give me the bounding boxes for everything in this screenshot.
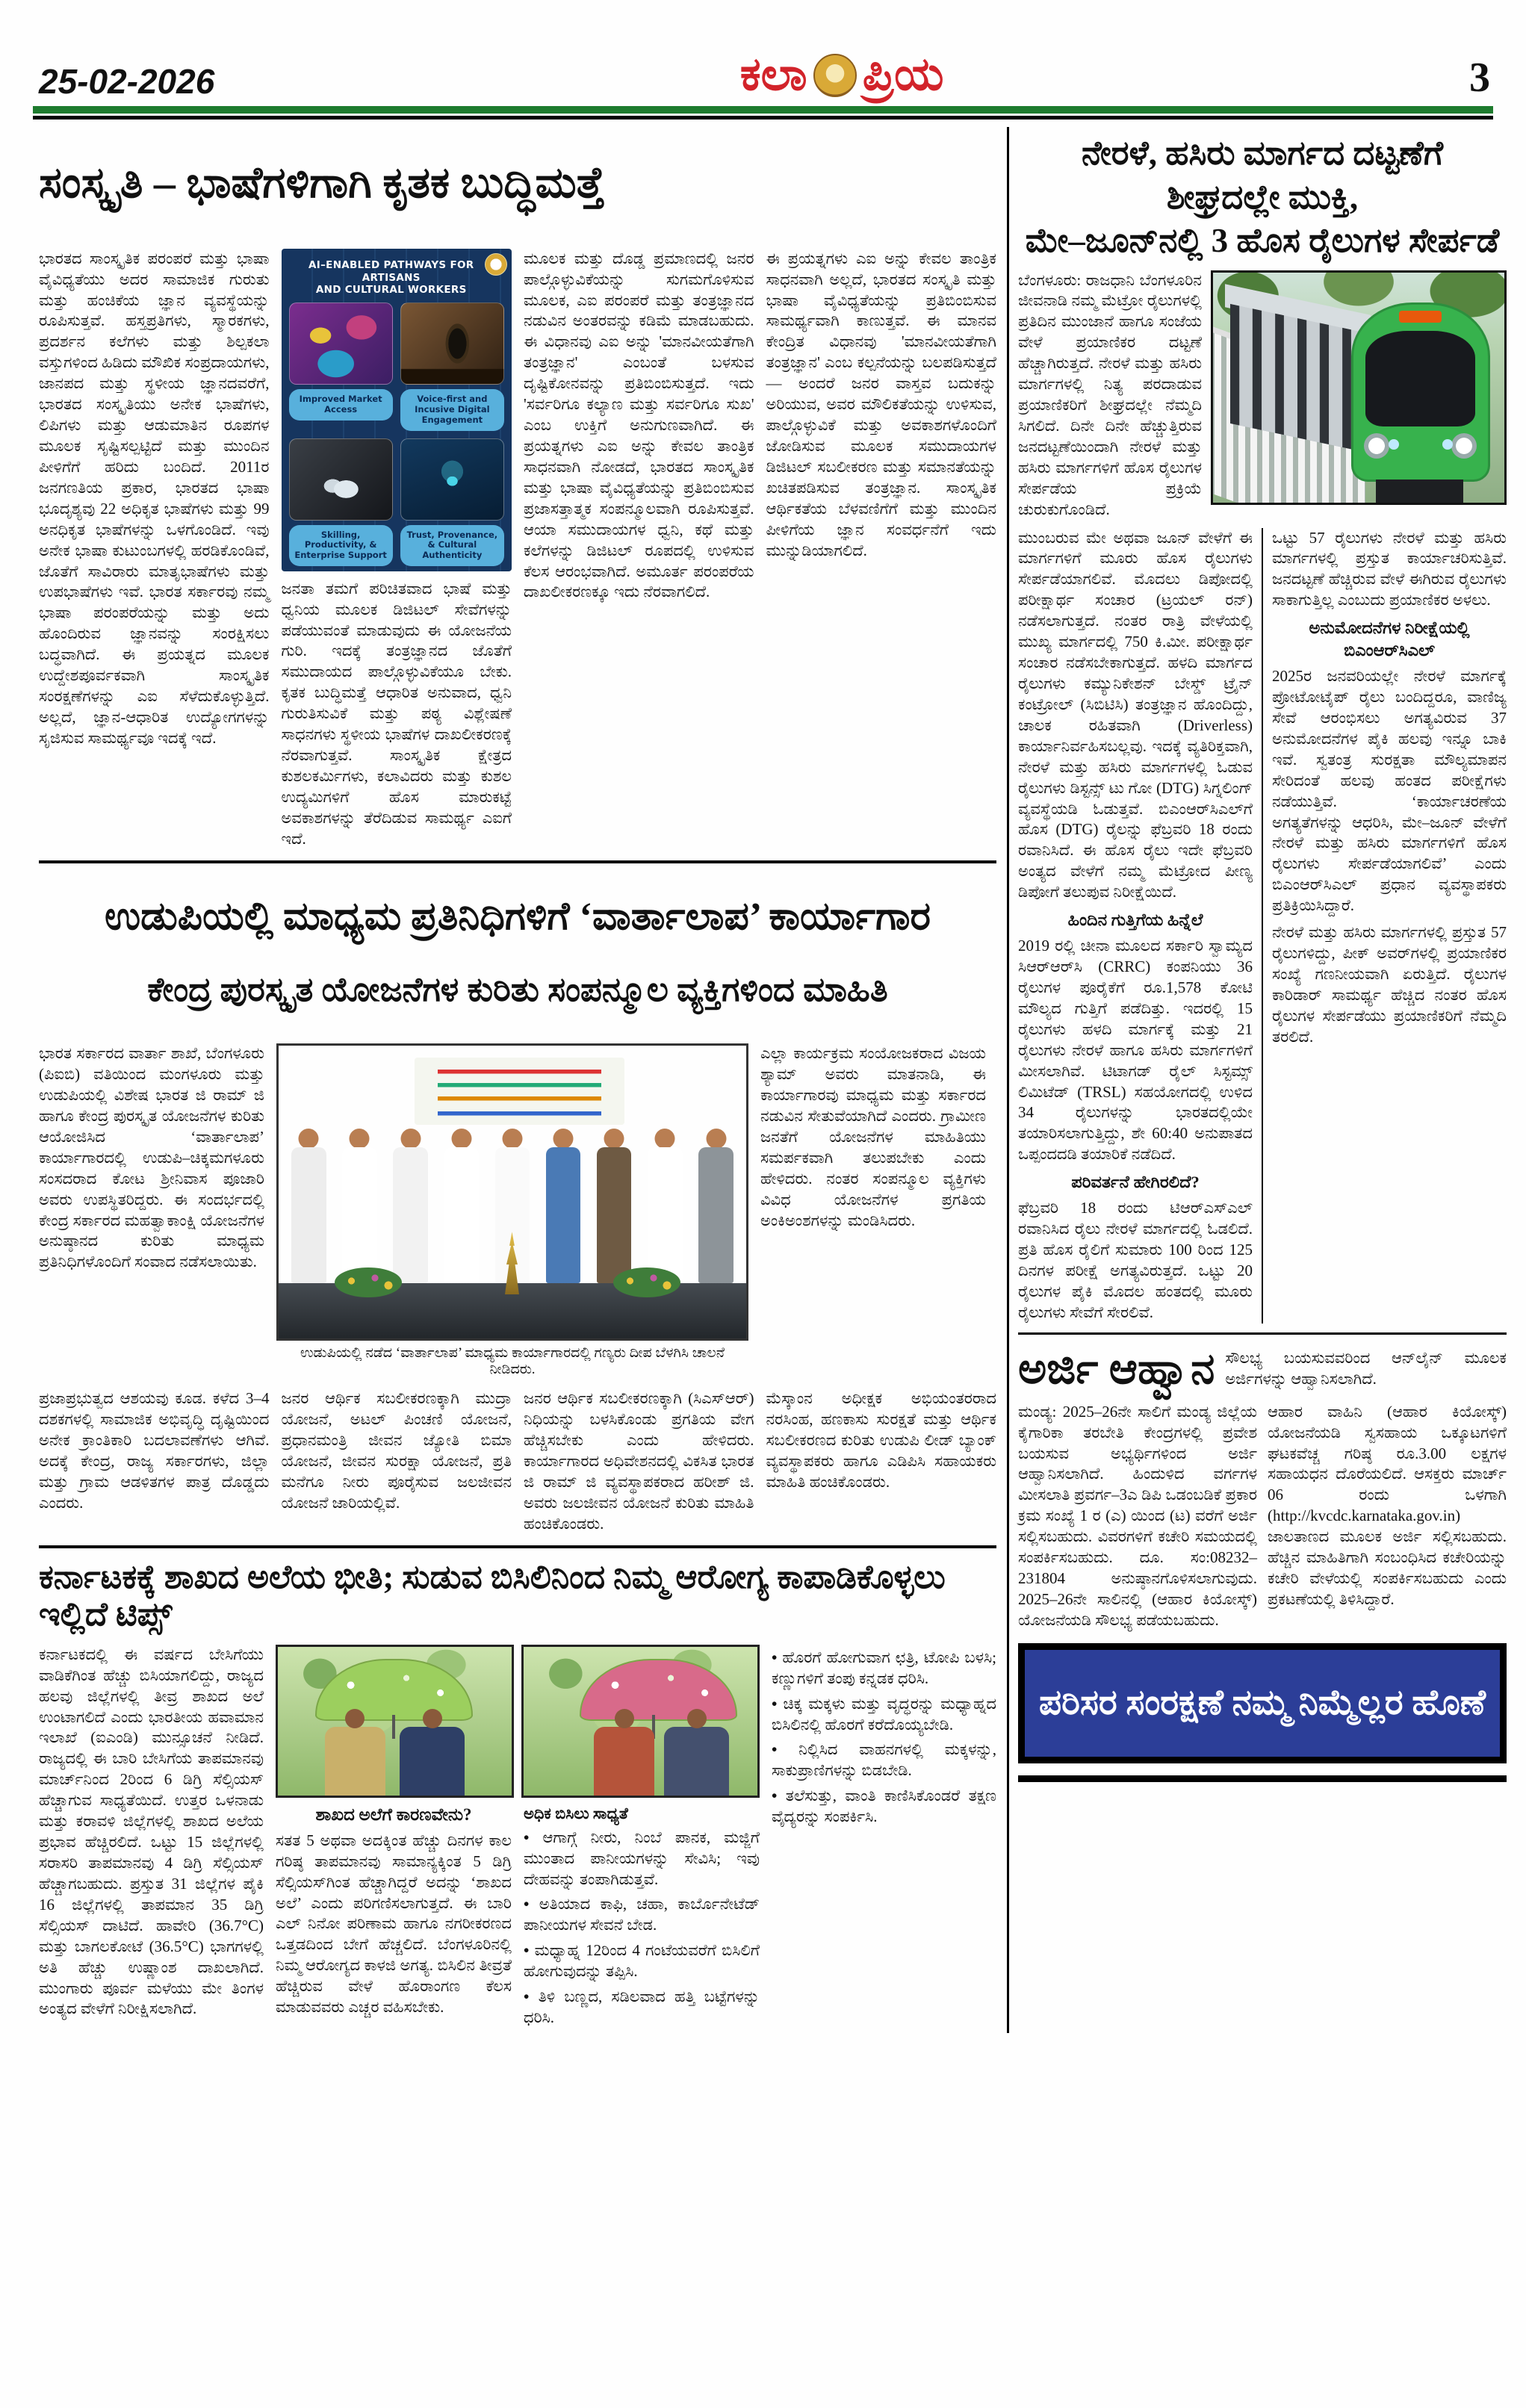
application-col-1: ಮಂಡ್ಯ: 2025–26ನೇ ಸಾಲಿಗೆ ಮಂಡ್ಯ ಜಿಲ್ಲೆಯ ಕೈಗಾರಿಕಾ ತರಬೇತಿ ಕೇಂದ್ರಗಳಲ್ಲಿ ಪ್ರವೇಶ ಬಯಸುವ ಅಭ್ಯರ್ಥಿಗಳಿಂದ ಅರ್ಜಿ ಆಹ್ವಾನಿಸಲಾಗಿದೆ. ಹಿಂದುಳಿದ ವರ್ಗಗಳ ಮೀಸಲಾತಿ ಪ್ರವರ್ಗ–3ಎ ಡಿಪಿ ಒಡಂಬಡಿಕೆ ಪ್ರಕಾರ ಕ್ರಮ ಸಂಖ್ಯೆ 1 ರ (ಎ) ಯಿಂದ (ಟ) ವರೆಗೆ ಅರ್ಜಿ ಸಲ್ಲಿಸಬಹುದು. ವಿವರಗಳಿಗೆ ಕಚೇರಿ ಸಮಯದಲ್ಲಿ ಸಂಪರ್ಕಿಸಬಹುದು. ದೂ. ಸಂ:08232–231804 ಅನುಷ್ಠಾನಗೊಳಿಸಲಾಗುವುದು. 2025–26ನೇ ಸಾಲಿನಲ್ಲಿ (ಆಹಾರ ಕಿಯೋಸ್ಕ್) ಯೋಜನೆಯಡಿ ಸೌಲಭ್ಯ ಪಡೆಯಬಹುದು. <box>1018 1402 1257 1629</box>
infographic-panel-skilling <box>289 438 393 566</box>
metro-colB-p1: ಒಟ್ಟು 57 ರೈಲುಗಳು ನೇರಳೆ ಮತ್ತು ಹಸಿರು ಮಾರ್ಗಗಳಲ್ಲಿ ಪ್ರಸ್ತುತ ಕಾರ್ಯಾಚರಿಸುತ್ತಿವೆ. ಜನದಟ್ಟಣೆ ಹೆಚ್ಚಿರುವ ವೇಳೆ ಈಗಿರುವ ರೈಲುಗಳು ಸಾಕಾಗುತ್ತಿಲ್ಲ ಎಂಬುದು ಪ್ರಯಾಣಿಕರ ಅಳಲು. <box>1272 528 1507 609</box>
infographic-panel-label: Voice-first and Incusive Digital Engagement <box>400 389 504 430</box>
pedestrian-figure <box>594 1727 654 1796</box>
infographic-panel-label: Skilling, Productivity, & Enterprise Support <box>289 525 393 566</box>
masthead <box>740 49 944 102</box>
metro-headline-line2: ಮೇ–ಜೂನ್‌ನಲ್ಲಿ 3 ಹೊಸ ರೈಲುಗಳ ಸೇರ್ಪಡೆ <box>1025 222 1500 259</box>
pedestrian-figure <box>400 1727 465 1796</box>
umbrella-photo-1 <box>276 1645 514 1798</box>
skilling-cloud-image <box>289 438 393 521</box>
article-ai-col-4: ಈ ಪ್ರಯತ್ನಗಳು ಎಐ ಅನ್ನು ಕೇವಲ ತಾಂತ್ರಿಕ ಸಾಧನವಾಗಿ ಅಲ್ಲದೆ, ಭಾರತದ ಸಂಸ್ಕೃತಿ ಮತ್ತು ಭಾಷಾ ವೈವಿಧ್ಯತೆಯನ್ನು ಪ್ರತಿಬಿಂಬಿಸುವ ಸಾಮರ್ಥ್ಯವಾಗಿ ಕಾಣುತ್ತವೆ. ಈ ಮಾನವ ಕೇಂದ್ರಿತ ವಿಧಾನವು 'ಮಾನವೀಯತೆಗಾಗಿ ತಂತ್ರಜ್ಞಾನ' ಎಂಬ ಕಲ್ಪನೆಯನ್ನು ಬಲಪಡಿಸುತ್ತದೆ — ಅಂದರೆ ಜನರ ವಾಸ್ತವ ಬದುಕನ್ನು ಅರಿಯುವ, ಅವರ ಮೌಲಿಕತೆಯನ್ನು ಉಳಿಸುವ, ಪಾಲ್ಗೊಳ್ಳುವಿಕೆ ಮತ್ತು ಅವಕಾಶಗಳೊಂದಿಗೆ ಜೋಡಿಸುವ ಮೂಲಕ ಸಮುದಾಯಗಳ ಡಿಜಿಟಲ್ ಸಬಲೀಕರಣ ಮತ್ತು ಸಮಾನತೆಯನ್ನು ಖಚಿತಪಡಿಸುವ ತಂತ್ರಜ್ಞಾನ. ಸಾಂಸ್ಕೃತಿಕ ಆರ್ಥಿಕತೆಯ ಬೆಳವಣಿಗೆಗೆ ಮತ್ತು ಮುಂದಿನ ಪೀಳಿಗೆಯ ಜ್ಞಾನ ಸಂವರ್ಧನೆಗೆ ಇದು ಮುನ್ನುಡಿಯಾಗಲಿದೆ. <box>766 249 996 559</box>
heat-tip: • ಆಗಾಗ್ಗೆ ನೀರು, ನಿಂಬೆ ಪಾನಕ, ಮಜ್ಜಿಗೆ ಮುಂತಾದ ಪಾನೀಯಗಳನ್ನು ಸೇವಿಸಿ; ಇವು ದೇಹವನ್ನು ತಂಪಾಗಿಡುತ್ತವೆ. <box>524 1828 760 1890</box>
column-divider <box>1007 127 1009 2033</box>
heatwave-col-1: ಕರ್ನಾಟಕದಲ್ಲಿ ಈ ವರ್ಷದ ಬೇಸಿಗೆಯು ವಾಡಿಕೆಗಿಂತ ಹೆಚ್ಚು ಬಿಸಿಯಾಗಲಿದ್ದು, ರಾಜ್ಯದ ಹಲವು ಜಿಲ್ಲೆಗಳಲ್ಲಿ ತೀವ್ರ ಶಾಖದ ಅಲೆ ಉಂಟಾಗಲಿದೆ ಎಂದು ಭಾರತೀಯ ಹವಾಮಾನ ಇಲಾಖೆ (ಐಎಂಡಿ) ಮುನ್ಸೂಚನೆ ನೀಡಿದೆ. ರಾಜ್ಯದಲ್ಲಿ ಈ ಬಾರಿ ಬೇಸಿಗೆಯ ತಾಪಮಾನವು ಮಾರ್ಚ್‌ನಿಂದ 2ರಿಂದ 6 ಡಿಗ್ರಿ ಸೆಲ್ಸಿಯಸ್ ಹೆಚ್ಚಾಗುವ ಸಾಧ್ಯತೆಯಿದೆ. ಉತ್ತರ ಒಳನಾಡು ಮತ್ತು ಕರಾವಳಿ ಜಿಲ್ಲೆಗಳಲ್ಲಿ ಶಾಖದ ಅಲೆಯ ಪ್ರಭಾವ ಹೆಚ್ಚಿರಲಿದೆ. ಒಟ್ಟು 15 ಜಿಲ್ಲೆಗಳಲ್ಲಿ ಸರಾಸರಿ ತಾಪಮಾನವು 4 ಡಿಗ್ರಿ ಸೆಲ್ಸಿಯಸ್ ಹೆಚ್ಚಾಗಬಹುದು. ಪ್ರಸ್ತುತ 31 ಜಿಲ್ಲೆಗಳ ಪೈಕಿ 16 ಜಿಲ್ಲೆಗಳಲ್ಲಿ ತಾಪಮಾನ 35 ಡಿಗ್ರಿ ಸೆಲ್ಸಿಯಸ್ ದಾಟಿದೆ. ಹಾವೇರಿ (36.7°C) ಮತ್ತು ಬಾಗಲಕೋಟೆ (36.5°C) ಭಾಗಗಳಲ್ಲಿ ಅತಿ ಹೆಚ್ಚು ಉಷ್ಣಾಂಶ ದಾಖಲಾಗಿದೆ. ಮುಂಗಾರು ಪೂರ್ವ ಮಳೆಯು ಮೇ ತಿಂಗಳ ಅಂತ್ಯದ ವೇಳೆಗೆ ನಿರೀಕ್ಷಿಸಲಾಗಿದೆ. <box>39 1645 264 2018</box>
heatwave-col-2: ಸತತ 5 ಅಥವಾ ಅದಕ್ಕಿಂತ ಹೆಚ್ಚು ದಿನಗಳ ಕಾಲ ಗರಿಷ್ಠ ತಾಪಮಾನವು ಸಾಮಾನ್ಯಕ್ಕಿಂತ 5 ಡಿಗ್ರಿ ಸೆಲ್ಸಿಯಸ್‌ಗಿಂತ ಹೆಚ್ಚಾಗಿದ್ದರೆ ಅದನ್ನು ‘ಶಾಖದ ಅಲೆ’ ಎಂದು ಪರಿಗಣಿಸಲಾಗುತ್ತದೆ. ಈ ಬಾರಿ ಎಲ್ ನಿನೋ ಪರಿಣಾಮ ಹಾಗೂ ನಗರೀಕರಣದ ಒತ್ತಡದಿಂದ ಬೇಗೆ ಹೆಚ್ಚಲಿದೆ. ಬೆಂಗಳೂರಿನಲ್ಲಿ ನಿಮ್ಮ ಆರೋಗ್ಯದ ಕಾಳಜಿ ಅಗತ್ಯ. ಬಿಸಿಲಿನ ತೀವ್ರತೆ ಹೆಚ್ಚಿರುವ ವೇಳೆ ಹೊರಾಂಗಣ ಕೆಲಸ ಮಾಡುವವರು ಎಚ್ಚರ ವಹಿಸಬೇಕು. <box>276 1831 512 2017</box>
infographic-logo-icon <box>485 253 507 276</box>
workshop-subheadline: ಕೇಂದ್ರ ಪುರಸ್ಕೃತ ಯೋಜನೆಗಳ ಕುರಿತು ಸಂಪನ್ಮೂಲ ವ್ಯಕ್ತಿಗಳಿಂದ ಮಾಹಿತಿ <box>147 971 888 1009</box>
infographic-title-line1: AI–ENABLED PATHWAYS FOR ARTISANS <box>308 258 474 284</box>
infographic-panel-market <box>289 302 393 430</box>
trust-lock-image <box>400 438 504 521</box>
article-ai-col-1: ಭಾರತದ ಸಾಂಸ್ಕೃತಿಕ ಪರಂಪರೆ ಮತ್ತು ಭಾಷಾ ವೈವಿಧ್ಯತೆಯು ಅದರ ಸಾಮಾಜಿಕ ಗುರುತು ಮತ್ತು ಹಂಚಿಕೆಯ ಜ್ಞಾನ ವ್ಯವಸ್ಥೆಯನ್ನು ರೂಪಿಸುತ್ತವೆ. ಹಸ್ತಪ್ರತಿಗಳು, ಸ್ಮಾರಕಗಳು, ಪ್ರದರ್ಶನ ಕಲೆಗಳು ಮತ್ತು ಶಿಲ್ಪಕಲಾ ವಸ್ತುಗಳಿಂದ ಹಿಡಿದು ಮೌಖಿಕ ಸಂಪ್ರದಾಯಗಳು, ಜಾನಪದ ಮತ್ತು ಸ್ಥಳೀಯ ಜ್ಞಾನದವರೆಗೆ, ಭಾರತದ ಸಂಸ್ಕೃತಿಯು ಅನೇಕ ಭಾಷೆಗಳು, ಲಿಪಿಗಳು ಮತ್ತು ಆಡುಮಾತಿನ ರೂಪಗಳ ಮೂಲಕ ಸೃಷ್ಟಿಸಲ್ಪಟ್ಟಿದೆ ಮತ್ತು ಮುಂದಿನ ಪೀಳಿಗೆಗೆ ಹರಿದು ಬಂದಿದೆ. 2011ರ ಜನಗಣತಿಯ ಪ್ರಕಾರ, ಭಾರತದ ಭಾಷಾ ಭೂದೃಶ್ಯವು 22 ಅಧಿಕೃತ ಭಾಷೆಗಳು ಮತ್ತು 99 ಅನಧಿಕೃತ ಭಾಷೆಗಳನ್ನು ಒಳಗೊಂಡಿದೆ. ಇವು ಅನೇಕ ಭಾಷಾ ಕುಟುಂಬಗಳಲ್ಲಿ ಹರಡಿಕೊಂಡಿವೆ, ಜೊತೆಗೆ ಸಾವಿರಾರು ಮಾತೃಭಾಷೆಗಳು ಮತ್ತು ಉಪಭಾಷೆಗಳು ಇವೆ. ಭಾರತ ಸರ್ಕಾರವು ನಮ್ಮ ಭಾಷಾ ಪರಂಪರೆಯನ್ನು ಮತ್ತು ಅದು ಹೊಂದಿರುವ ಜ್ಞಾನವನ್ನು ಸಂರಕ್ಷಿಸಲು ಬದ್ಧವಾಗಿದೆ. ಈ ಪ್ರಯತ್ನದ ಮೂಲಕ ಉದ್ದೇಶಪೂರ್ವಕವಾಗಿ ಸಾಂಸ್ಕೃತಿಕ ಸಂರಕ್ಷಣೆಗಳನ್ನು ಎಐ ಸೆಳೆದುಕೊಳ್ಳುತ್ತಿದೆ. ಅಲ್ಲದೆ, ಜ್ಞಾನ-ಆಧಾರಿತ ಉದ್ಯೋಗಗಳನ್ನು ಸೃಜಿಸುವ ಸಾಮರ್ಥ್ಯವೂ ಇದಕ್ಕೆ ಇದೆ. <box>39 249 270 747</box>
workshop-bottom-col-3: ಜನರ ಆರ್ಥಿಕ ಸಬಲೀಕರಣಕ್ಕಾಗಿ (ಸಿಎಸ್‌ಆರ್) ನಿಧಿಯನ್ನು ಬಳಸಿಕೊಂಡು ಪ್ರಗತಿಯ ವೇಗ ಹೆಚ್ಚಿಸಬೇಕು ಎಂದು ಹೇಳಿದರು. ಕಾರ್ಯಾಗಾರದ ಅಧಿವೇಶನದಲ್ಲಿ ವಿಕಸಿತ ಭಾರತ ಜಿ ರಾಮ್ ಜಿ ವ್ಯವಸ್ಥಾಪಕರಾದ ಹರೀಶ್ ಜಿ. ಅವರು ಜಲಜೀವನ ಯೋಜನೆ ಕುರಿತು ಮಾಹಿತಿ ಹಂಚಿಕೊಂಡರು. <box>524 1389 754 1533</box>
heatwave-headline: ಕರ್ನಾಟಕಕ್ಕೆ ಶಾಖದ ಅಲೆಯ ಭೀತಿ; ಸುಡುವ ಬಿಸಿಲಿನಿಂದ ನಿಮ್ಮ ಆರೋಗ್ಯ ಕಾಪಾಡಿಕೊಳ್ಳಲು ಇಲ್ಲಿದೆ ಟಿಪ್ಸ್ <box>39 1558 946 1633</box>
market-collage-image <box>289 302 393 385</box>
metro-colA-p2: 2019 ರಲ್ಲಿ ಚೀನಾ ಮೂಲದ ಸರ್ಕಾರಿ ಸ್ವಾಮ್ಯದ ಸಿಆರ್‌ಆರ್‌ಸಿ (CRRC) ಕಂಪನಿಯು 36 ರೈಲುಗಳ ಪೂರೈಕೆಗೆ ರೂ.1,578 ಕೋಟಿ ಮೌಲ್ಯದ ಗುತ್ತಿಗೆ ಪಡೆದಿತ್ತು. ಇದರಲ್ಲಿ 15 ರೈಲುಗಳು ಹಳದಿ ಮಾರ್ಗಕ್ಕೆ ಮತ್ತು 21 ರೈಲುಗಳು ನೇರಳೆ ಹಾಗೂ ಹಸಿರು ಮಾರ್ಗಗಳಿಗೆ ಮೀಸಲಾಗಿವೆ. ಟಿಟಾಗಡ್ ರೈಲ್ ಸಿಸ್ಟಮ್ಸ್ ಲಿಮಿಟೆಡ್ (TRSL) ಸಹಯೋಗದಲ್ಲಿ ಉಳಿದ 34 ರೈಲುಗಳನ್ನು ಭಾರತದಲ್ಲಿಯೇ ತಯಾರಿಸಲಾಗುತ್ತಿದ್ದು, ಶೇ 60:40 ಅನುಪಾತದ ಒಪ್ಪಂದದಡಿ ತಯಾರಿಕೆ ನಡೆದಿದೆ. <box>1018 937 1253 1164</box>
workshop-headline: ಉಡುಪಿಯಲ್ಲಿ ಮಾಧ್ಯಮ ಪ್ರತಿನಿಧಿಗಳಿಗೆ ‘ವಾರ್ತಾಲಾಪ’ ಕಾರ್ಯಾಗಾರ <box>104 895 931 938</box>
headlight <box>1451 433 1477 459</box>
metro-subhead-approvals: ಅನುಮೋದನೆಗಳ ನಿರೀಕ್ಷೆಯಲ್ಲಿ ಬಿಎಂಆರ್‌ಸಿಎಲ್ <box>1309 618 1470 660</box>
issue-date: 25-02-2026 <box>39 62 215 101</box>
section-divider <box>1018 1332 1507 1335</box>
workshop-bottom-col-1: ಪ್ರಜಾಪ್ರಭುತ್ವದ ಆಶಯವು ಕೂಡ. ಕಳೆದ 3–4 ದಶಕಗಳಲ್ಲಿ ಸಾಮಾಜಿಕ ಅಭಿವೃದ್ಧಿ ದೃಷ್ಟಿಯಿಂದ ಅನೇಕ ಕ್ರಾಂತಿಕಾರಿ ಬದಲಾವಣೆಗಳು ಆಗಿವೆ. ಅದಕ್ಕೆ ಕೇಂದ್ರ, ರಾಜ್ಯ ಸರ್ಕಾರಗಳು, ಜಿಲ್ಲಾ ಮತ್ತು ಗ್ರಾಮ ಆಡಳಿತಗಳ ಪಾತ್ರ ದೊಡ್ಡದು ಎಂದರು. <box>39 1389 270 1512</box>
application-headline: ಅರ್ಜಿ ಆಹ್ವಾನ <box>1018 1344 1215 1393</box>
workshop-right-col: ಎಲ್ಲಾ ಕಾರ್ಯಕ್ರಮ ಸಂಯೋಜಕರಾದ ವಿಜಯ ಶ್ಯಾಮ್ ಅವರು ಮಾತನಾಡಿ, ಈ ಕಾರ್ಯಾಗಾರವು ಮಾಧ್ಯಮ ಮತ್ತು ಸರ್ಕಾರದ ನಡುವಿನ ಸೇತುವೆಯಾಗಿದೆ ಎಂದರು. ಗ್ರಾಮೀಣ ಜನತೆಗೆ ಯೋಜನೆಗಳ ಮಾಹಿತಿಯು ಸಮರ್ಪಕವಾಗಿ ತಲುಪಬೇಕು ಎಂದು ಹೇಳಿದರು. ನಂತರ ಸಂಪನ್ಮೂಲ ವ್ಯಕ್ತಿಗಳು ವಿವಿಧ ಯೋಜನೆಗಳ ಪ್ರಗತಿಯ ಅಂಕಿಅಂಶಗಳನ್ನು ಮಂಡಿಸಿದರು. <box>760 1044 986 1229</box>
masthead-word-1: ಕಲಾ <box>739 49 807 100</box>
page-header <box>0 0 1526 106</box>
heat-tip: • ನಿಲ್ಲಿಸಿದ ವಾಹನಗಳಲ್ಲಿ ಮಕ್ಕಳನ್ನು, ಸಾಕುಪ್ರಾಣಿಗಳನ್ನು ಬಿಡಬೇಡಿ. <box>772 1740 996 1781</box>
workshop-bottom-col-2: ಜನರ ಆರ್ಥಿಕ ಸಬಲೀಕರಣಕ್ಕಾಗಿ ಮುದ್ರಾ ಯೋಜನೆ, ಅಟಲ್ ಪಿಂಚಣಿ ಯೋಜನೆ, ಪ್ರಧಾನಮಂತ್ರಿ ಜೀವನ ಜ್ಯೋತಿ ಬಿಮಾ ಯೋಜನೆ, ಜೀವನ ಸುರಕ್ಷಾ ಯೋಜನೆ, ಪ್ರತಿ ಮನೆಗೂ ನೀರು ಪೂರೈಸುವ ಜಲಜೀವನ ಯೋಜನೆ ಜಾರಿಯಲ್ಲಿವೆ. <box>281 1389 512 1512</box>
heatwave-col3-lead: ಅಧಿಕ ಬಿಸಿಲು ಸಾಧ್ಯತೆ <box>524 1804 628 1822</box>
masthead-emblem-icon <box>813 54 857 97</box>
windshield <box>1365 331 1475 427</box>
heat-tip: • ಹೊರಗೆ ಹೋಗುವಾಗ ಛತ್ರಿ, ಟೋಪಿ ಬಳಸಿ; ಕಣ್ಣುಗಳಿಗೆ ತಂಪು ಕನ್ನಡಕ ಧರಿಸಿ. <box>772 1648 996 1689</box>
heat-tips-list-1 <box>524 1828 760 2029</box>
ai-infographic-photo <box>282 249 512 571</box>
article-heatwave <box>39 1559 996 2033</box>
heat-tip: • ಮಧ್ಯಾಹ್ನ 12ರಿಂದ 4 ಗಂಟೆಯವರೆಗೆ ಬಿಸಿಲಿಗೆ ಹೋಗುವುದನ್ನು ತಪ್ಪಿಸಿ. <box>524 1940 760 1982</box>
metro-subhead-transition: ಪರಿವರ್ತನೆ ಹೇಗಿರಲಿದೆ? <box>1071 1173 1200 1192</box>
infographic-panel-label: Improved Market Access <box>289 389 393 421</box>
pedestrian-figure <box>325 1727 385 1796</box>
metro-colA-p1: ಮುಂಬರುವ ಮೇ ಅಥವಾ ಜೂನ್ ವೇಳೆಗೆ ಈ ಮಾರ್ಗಗಳಿಗೆ ಮೂರು ಹೊಸ ರೈಲುಗಳು ಸೇರ್ಪಡೆಯಾಗಲಿವೆ. ಮೊದಲು ಡಿಪೋದಲ್ಲಿ ಪರೀಕ್ಷಾರ್ಥ ಸಂಚಾರ (ಟ್ರಯಲ್ ರನ್) ನಡೆಸಲಾಗುತ್ತದೆ. ನಂತರ ರಾತ್ರಿ ವೇಳೆಯಲ್ಲಿ ಮುಖ್ಯ ಮಾರ್ಗದಲ್ಲಿ 750 ಕಿ.ಮೀ. ಪರೀಕ್ಷಾರ್ಥ ಸಂಚಾರ ನಡೆಸಬೇಕಾಗುತ್ತದೆ. ಹಳದಿ ಮಾರ್ಗದ ರೈಲುಗಳು ಕಮ್ಯುನಿಕೇಶನ್ ಬೇಸ್ಡ್ ಟ್ರೈನ್ ಕಂಟ್ರೋಲ್ (ಸಿಬಿಟಿಸಿ) ತಂತ್ರಜ್ಞಾನ ಹೊಂದಿದ್ದು, ಚಾಲಕ ರಹಿತವಾಗಿ (Driverless) ಕಾರ್ಯಾನಿರ್ವಹಿಸಬಲ್ಲವು. ಇದಕ್ಕೆ ವ್ಯತಿರಿಕ್ತವಾಗಿ, ನೇರಳೆ ಮತ್ತು ಹಸಿರು ಮಾರ್ಗಗಳಲ್ಲಿ ಓಡುವ ರೈಲುಗಳು ಡಿಸ್ಟನ್ಸ್ ಟು ಗೋ (DTG) ಸಿಗ್ನಲಿಂಗ್ ವ್ಯವಸ್ಥೆಯಡಿ ಓಡುತ್ತವೆ. ಬಿಎಂಆರ್‌ಸಿಎಲ್‌ಗೆ ಹೊಸ (DTG) ರೈಲನ್ನು ಫೆಬ್ರವರಿ 18 ರಂದು ರವಾನಿಸಿದೆ. ಈ ಹೊಸ ರೈಲು ಇದೇ ಫೆಬ್ರವರಿ ಅಂತ್ಯದ ವೇಳೆಗೆ ನಮ್ಮ ಮೆಟ್ರೋದ ಪೀಣ್ಯ ಡಿಪೋಗೆ ತಲುಪುವ ನಿರೀಕ್ಷೆಯಿದೆ. <box>1018 528 1253 902</box>
metro-train-photo <box>1211 270 1507 505</box>
metro-headline-line1: ನೇರಳೆ, ಹಸಿರು ಮಾರ್ಗದ ದಟ್ಟಣೆಗೆ ಶೀಘ್ರದಲ್ಲೇ ಮುಕ್ತಿ, <box>1081 134 1444 216</box>
header-rule <box>33 106 1493 120</box>
infographic-panel-trust <box>400 438 504 566</box>
pedestrian-figure <box>664 1727 730 1796</box>
article-workshop <box>39 896 996 1535</box>
workshop-group-photo <box>276 1043 748 1341</box>
heat-tip: • ತಿಳಿ ಬಣ್ಣದ, ಸಡಿಲವಾದ ಹತ್ತಿ ಬಟ್ಟೆಗಳನ್ನು ಧರಿಸಿ. <box>524 1987 760 2029</box>
article-ai-headline: ಸಂಸ್ಕೃತಿ – ಭಾಷೆಗಳಿಗಾಗಿ ಕೃತಕ ಬುದ್ಧಿಮತ್ತೆ <box>39 158 605 207</box>
metro-intro: ಬೆಂಗಳೂರು: ರಾಜಧಾನಿ ಬೆಂಗಳೂರಿನ ಜೀವನಾಡಿ ನಮ್ಮ ಮೆಟ್ರೋ ರೈಲುಗಳಲ್ಲಿ ಪ್ರತಿದಿನ ಮುಂಜಾನೆ ಹಾಗೂ ಸಂಜೆಯ ವೇಳೆ ಪ್ರಯಾಣಿಕರ ದಟ್ಟಣೆ ಹೆಚ್ಚಾಗಿರುತ್ತದೆ. ನೇರಳೆ ಮತ್ತು ಹಸಿರು ಮಾರ್ಗಗಳಲ್ಲಿ ನಿತ್ಯ ಪರದಾಡುವ ಪ್ರಯಾಣಿಕರಿಗೆ ಶೀಘ್ರದಲ್ಲೇ ನೆಮ್ಮದಿ ಸಿಗಲಿದೆ. ದಿನೇ ದಿನೇ ಹೆಚ್ಚುತ್ತಿರುವ ಜನದಟ್ಟಣೆಯಿಂದಾಗಿ ನೇರಳೆ ಮತ್ತು ಹಸಿರು ಮಾರ್ಗಗಳಿಗೆ ಹೊಸ ರೈಲುಗಳ ಸೇರ್ಪಡೆಯ ಪ್ರಕ್ರಿಯೆ ಚುರುಕುಗೊಂಡಿದೆ. <box>1018 270 1202 518</box>
page-number: 3 <box>1469 55 1490 101</box>
section-divider <box>39 1545 996 1548</box>
umbrella-canopy <box>315 1659 473 1722</box>
metro-colB-p2: 2025ರ ಜನವರಿಯಲ್ಲೇ ನೇರಳೆ ಮಾರ್ಗಕ್ಕೆ ಪ್ರೋಟೋಟೈಪ್ ರೈಲು ಬಂದಿದ್ದರೂ, ವಾಣಿಜ್ಯ ಸೇವೆ ಆರಂಭಿಸಲು ಅಗತ್ಯವಿರುವ 37 ಅನುಮೋದನೆಗಳ ಪೈಕಿ ಹಲವು ಇನ್ನೂ ಬಾಕಿ ಇವೆ. ಸ್ವತಂತ್ರ ಸುರಕ್ಷತಾ ಮೌಲ್ಯಮಾಪನ ಸೇರಿದಂತೆ ಹಲವು ಹಂತದ ಪರೀಕ್ಷೆಗಳು ನಡೆಯುತ್ತಿವೆ. ‘ಕಾರ್ಯಾಚರಣೆಯ ಅಗತ್ಯತೆಗಳನ್ನು ಆಧರಿಸಿ, ಮೇ–ಜೂನ್ ವೇಳೆಗೆ ನೇರಳೆ ಮತ್ತು ಹಸಿರು ಮಾರ್ಗಗಳಿಗೆ ಹೊಸ ರೈಲುಗಳು ಸೇರ್ಪಡೆಯಾಗಲಿವೆ’ ಎಂದು ಬಿಎಂಆರ್‌ಸಿಎಲ್ ಪ್ರಧಾನ ವ್ಯವಸ್ಥಾಪಕರು ಪ್ರತಿಕ್ರಿಯಿಸಿದ್ದಾರೆ. <box>1272 667 1507 915</box>
headlight <box>1364 433 1389 459</box>
article-application <box>1018 1344 1507 1631</box>
heat-tips-list-2 <box>772 1648 996 1828</box>
infographic-panel-label: Trust, Provenance, & Cultural Authenticity <box>400 525 504 566</box>
workshop-left-col: ಭಾರತ ಸರ್ಕಾರದ ವಾರ್ತಾ ಶಾಖೆ, ಬೆಂಗಳೂರು (ಪಿಐಬಿ) ವತಿಯಿಂದ ಮಂಗಳೂರು ಮತ್ತು ಉಡುಪಿಯಲ್ಲಿ ವಿಶೇಷ ಭಾರತ ಜಿ ರಾಮ್ ಜಿ ಹಾಗೂ ಕೇಂದ್ರ ಪುರಸ್ಕೃತ ಯೋಜನೆಗಳ ಕುರಿತು ಆಯೋಜಿಸಿದ ‘ವಾರ್ತಾಲಾಪ’ ಕಾರ್ಯಾಗಾರದಲ್ಲಿ ಉಡುಪಿ–ಚಿಕ್ಕಮಗಳೂರು ಸಂಸದರಾದ ಕೋಟ ಶ್ರೀನಿವಾಸ ಪೂಜಾರಿ ಅವರು ಉಪಸ್ಥಿತರಿದ್ದರು. ಈ ಸಂದರ್ಭದಲ್ಲಿ ಕೇಂದ್ರ ಸರ್ಕಾರದ ಮಹತ್ವಾಕಾಂಕ್ಷಿ ಯೋಜನೆಗಳ ಅನುಷ್ಠಾನದ ಕುರಿತು ಮಾಧ್ಯಮ ಪ್ರತಿನಿಧಿಗಳೊಂದಿಗೆ ಸಂವಾದ ನಡೆಸಲಾಯಿತು. <box>39 1044 264 1271</box>
section-divider <box>39 860 996 863</box>
umbrella-photo-2 <box>521 1645 760 1798</box>
event-banner <box>415 1058 625 1125</box>
umbrella-canopy <box>580 1659 737 1722</box>
article-ai-col-3: ಮೂಲಕ ಮತ್ತು ದೊಡ್ಡ ಪ್ರಮಾಣದಲ್ಲಿ ಜನರ ಪಾಲ್ಗೊಳ್ಳುವಿಕೆಯನ್ನು ಸುಗಮಗೊಳಿಸುವ ಮೂಲಕ, ಎಐ ಪರಂಪರೆ ಮತ್ತು ತಂತ್ರಜ್ಞಾನದ ನಡುವಿನ ಅಂತರವನ್ನು ಕಡಿಮೆ ಮಾಡಬಹುದು. ಈ ವಿಧಾನವು ಎಐ ಅನ್ನು 'ಮಾನವೀಯತೆಗಾಗಿ ತಂತ್ರಜ್ಞಾನ' ಎಂಬಂತೆ ಬಳಸುವ ದೃಷ್ಟಿಕೋನವನ್ನು ಪ್ರತಿಬಿಂಬಿಸುತ್ತದೆ. ಇದು 'ಸರ್ವರಿಗೂ ಕಲ್ಯಾಣ ಮತ್ತು ಸರ್ವರಿಗೂ ಸುಖ' ಎಂಬ ಉಕ್ತಿಗೆ ಅನುಗುಣವಾಗಿದೆ. ಈ ಪ್ರಯತ್ನಗಳು ಎಐ ಅನ್ನು ಕೇವಲ ತಾಂತ್ರಿಕ ಸಾಧನವಾಗಿ ನೋಡದೆ, ಭಾರತದ ಸಾಂಸ್ಕೃತಿಕ ಮತ್ತು ಭಾಷಾ ವೈವಿಧ್ಯತೆಯನ್ನು ಪ್ರತಿಬಿಂಬಿಸುವ ಪ್ರಜಾಸತ್ತಾತ್ಮಕ ಸಂಪನ್ಮೂಲವಾಗಿ ರೂಪಿಸುತ್ತವೆ. ಆಯಾ ಸಮುದಾಯಗಳ ಧ್ವನಿ, ಕಥೆ ಮತ್ತು ಕಲೆಗಳನ್ನು ಡಿಜಿಟಲ್ ರೂಪದಲ್ಲಿ ಉಳಿಸುವ ಕೆಲಸ ಆರಂಭವಾಗಿದೆ. ಅಮೂರ್ತ ಪರಂಪರೆಯ ದಾಖಲೀಕರಣಕ್ಕೂ ಇದು ನೆರವಾಗಲಿದೆ. <box>524 249 754 601</box>
infographic-title-line2: AND CULTURAL WORKERS <box>315 284 467 297</box>
application-col-2: ಆಹಾರ ವಾಹಿನಿ (ಆಹಾರ ಕಿಯೋಸ್ಕ್) ಯೋಜನೆಯಡಿ ಸ್ವಸಹಾಯ ಒಕ್ಕೂಟಗಳಿಗೆ ಘಟಕವೆಚ್ಚ ಗರಿಷ್ಠ ರೂ.3.00 ಲಕ್ಷಗಳ ಸಹಾಯಧನ ದೊರೆಯಲಿದೆ. ಆಸಕ್ತರು ಮಾರ್ಚ್ 06 ರಂದು ಒಳಗಾಗಿ (http://kvcdc.karnataka.gov.in) ಜಾಲತಾಣದ ಮೂಲಕ ಅರ್ಜಿ ಸಲ್ಲಿಸಬಹುದು. ಹೆಚ್ಚಿನ ಮಾಹಿತಿಗಾಗಿ ಸಂಬಂಧಿಸಿದ ಕಚೇರಿಯನ್ನು ಕಚೇರಿ ವೇಳೆಯಲ್ಲಿ ಸಂಪರ್ಕಿಸಬಹುದು ಎಂದು ಪ್ರಕಟಣೆಯಲ್ಲಿ ತಿಳಿಸಿದ್ದಾರೆ. <box>1268 1402 1507 1608</box>
heat-tip: • ಚಿಕ್ಕ ಮಕ್ಕಳು ಮತ್ತು ವೃದ್ಧರನ್ನು ಮಧ್ಯಾಹ್ನದ ಬಿಸಿಲಿನಲ್ಲಿ ಹೊರಗೆ ಕರೆದೊಯ್ಯಬೇಡಿ. <box>772 1694 996 1736</box>
voice-phone-image <box>400 302 504 385</box>
destination-display <box>1399 311 1442 323</box>
metro-colA-p3: ಫೆಬ್ರವರಿ 18 ರಂದು ಟಿಆರ್‌ಎಸ್‌ಎಲ್ ರವಾನಿಸಿದ ರೈಲು ನೇರಳೆ ಮಾರ್ಗದಲ್ಲಿ ಓಡಲಿದೆ. ಪ್ರತಿ ಹೊಸ ರೈಲಿಗೆ ಸುಮಾರು 100 ರಿಂದ 125 ದಿನಗಳ ಪರೀಕ್ಷೆ ಅಗತ್ಯವಿರುತ್ತದೆ. ಒಟ್ಟು 20 ರೈಲುಗಳ ಪೈಕಿ ಮೊದಲ ಹಂತದಲ್ಲಿ ಮೂರು ರೈಲುಗಳು ಸೇವೆಗೆ ಸೇರಲಿವೆ. <box>1018 1199 1253 1321</box>
environment-notice-box: ಪರಿಸರ ಸಂರಕ್ಷಣೆ ನಮ್ಮ ನಿಮ್ಮೆಲ್ಲರ ಹೊಣೆ <box>1018 1643 1507 1763</box>
workshop-photo-caption: ಉಡುಪಿಯಲ್ಲಿ ನಡೆದ ‘ವಾರ್ತಾಲಾಪ’ ಮಾಧ್ಯಮ ಕಾರ್ಯಾಗಾರದಲ್ಲಿ ಗಣ್ಯರು ದೀಪ ಬೆಳಗಿಸಿ ಚಾಲನೆ ನೀಡಿದರು. <box>300 1345 725 1378</box>
article-ai-culture <box>39 152 996 850</box>
metro-subhead-contract: ಹಿಂದಿನ ಗುತ್ತಿಗೆಯ ಹಿನ್ನೆಲೆ <box>1067 910 1203 930</box>
bottom-rule <box>1018 1775 1507 1782</box>
infographic-panel-voice <box>400 302 504 430</box>
heatwave-box-title: ಶಾಖದ ಅಲೆಗೆ ಕಾರಣವೇನು? <box>315 1805 472 1824</box>
article-metro <box>1018 131 1507 1324</box>
article-ai-col-2: ಜನತಾ ತಮಗೆ ಪರಿಚಿತವಾದ ಭಾಷೆ ಮತ್ತು ಧ್ವನಿಯ ಮೂಲಕ ಡಿಜಿಟಲ್ ಸೇವೆಗಳನ್ನು ಪಡೆಯುವಂತೆ ಮಾಡುವುದು ಈ ಯೋಜನೆಯ ಗುರಿ. ಇದಕ್ಕೆ ತಂತ್ರಜ್ಞಾನದ ಜೊತೆಗೆ ಸಮುದಾಯದ ಪಾಲ್ಗೊಳ್ಳುವಿಕೆಯೂ ಬೇಕು. ಕೃತಕ ಬುದ್ಧಿಮತ್ತೆ ಆಧಾರಿತ ಅನುವಾದ, ಧ್ವನಿ ಗುರುತಿಸುವಿಕೆ ಮತ್ತು ಪಠ್ಯ ವಿಶ್ಲೇಷಣೆ ಸಾಧನಗಳು ಸ್ಥಳೀಯ ಭಾಷೆಗಳ ದಾಖಲೀಕರಣಕ್ಕೆ ನೆರವಾಗುತ್ತವೆ. ಸಾಂಸ್ಕೃತಿಕ ಕ್ಷೇತ್ರದ ಕುಶಲಕರ್ಮಿಗಳು, ಕಲಾವಿದರು ಮತ್ತು ಕುಶಲ ಉದ್ಯಮಿಗಳಿಗೆ ಹೊಸ ಮಾರುಕಟ್ಟೆ ಅವಕಾಶಗಳನ್ನು ತೆರೆದಿಡುವ ಸಾಮರ್ಥ್ಯ ಎಐಗೆ ಇದೆ. <box>281 579 512 848</box>
metro-colB-p3: ನೇರಳೆ ಮತ್ತು ಹಸಿರು ಮಾರ್ಗಗಳಲ್ಲಿ ಪ್ರಸ್ತುತ 57 ರೈಲುಗಳಿದ್ದು, ಪೀಕ್ ಅವರ್‌ಗಳಲ್ಲಿ ಪ್ರಯಾಣಿಕರ ಸಂಖ್ಯೆ ಗಣನೀಯವಾಗಿ ಏರುತ್ತಿದೆ. ರೈಲುಗಳ ಕಾರಿಡಾರ್ ಸಾಮರ್ಥ್ಯ ಹೆಚ್ಚಿದ ನಂತರ ಹೊಸ ರೈಲುಗಳ ಸೇರ್ಪಡೆಯು ಪ್ರಯಾಣಿಕರಿಗೆ ನೆಮ್ಮದಿ ತರಲಿದೆ. <box>1272 923 1507 1046</box>
train-front <box>1351 302 1489 482</box>
workshop-bottom-col-4: ಮೆಸ್ಕಾಂನ ಅಧೀಕ್ಷಕ ಅಭಿಯಂತರರಾದ ನರಸಿಂಹ, ಹಣಕಾಸು ಸುರಕ್ಷತೆ ಮತ್ತು ಆರ್ಥಿಕ ಸಬಲೀಕರಣದ ಕುರಿತು ಉಡುಪಿ ಲೀಡ್ ಬ್ಯಾಂಕ್ ವ್ಯವಸ್ಥಾಪಕರು ಹಾಗೂ ಎಡಿಪಿಸಿ ಸಹಾಯಕರು ಮಾಹಿತಿ ಹಂಚಿಕೊಂಡರು. <box>766 1389 996 1491</box>
application-intro: ಸೌಲಭ್ಯ ಬಯಸುವವರಿಂದ ಆನ್‌ಲೈನ್ ಮೂಲಕ ಅರ್ಜಿಗಳನ್ನು ಆಹ್ವಾನಿಸಲಾಗಿದೆ. <box>1225 1348 1507 1388</box>
heat-tip: • ತಲೆಸುತ್ತು, ವಾಂತಿ ಕಾಣಿಸಿಕೊಂಡರೆ ತಕ್ಷಣ ವೈದ್ಯರನ್ನು ಸಂಪರ್ಕಿಸಿ. <box>772 1786 996 1828</box>
heat-tip: • ಅತಿಯಾದ ಕಾಫಿ, ಚಹಾ, ಕಾರ್ಬೊನೇಟೆಡ್ ಪಾನೀಯಗಳ ಸೇವನೆ ಬೇಡ. <box>524 1894 760 1936</box>
masthead-word-2: ಪ್ರಿಯ <box>862 49 944 100</box>
